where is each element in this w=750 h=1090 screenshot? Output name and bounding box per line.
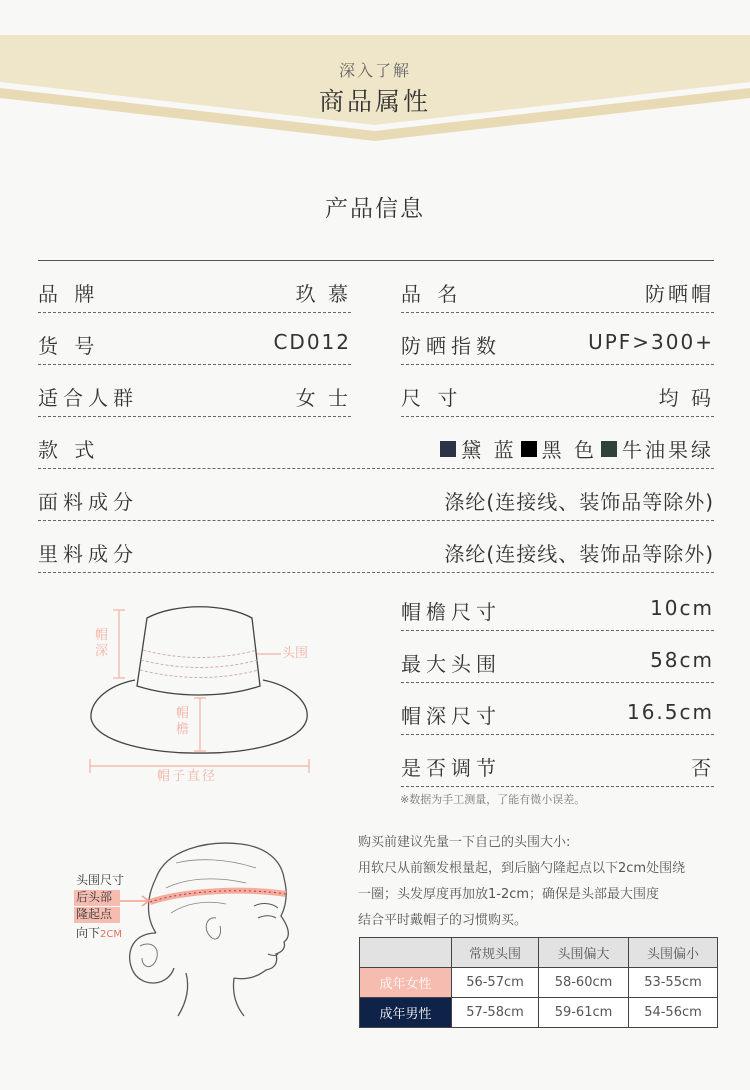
attr-value: 均 码 — [658, 386, 714, 410]
table-cell: 57-58cm — [452, 998, 539, 1028]
attr-value: 防晒帽 — [645, 282, 714, 306]
attr-value: 涤纶(连接线、装饰品等除外) — [444, 542, 714, 566]
attr-row-name — [401, 261, 714, 313]
color-name: 黑 色 — [541, 438, 597, 462]
advice-line-2: 用软尺从前额发根量起，到后脑勺隆起点以下2cm处围绕 — [358, 861, 686, 876]
table-cell: 54-56cm — [629, 998, 718, 1028]
attr-label: 里料成分 — [38, 542, 138, 566]
attr-row-lining — [38, 521, 714, 573]
attr-label: 是否调节 — [401, 756, 501, 780]
table-cell: 58-60cm — [539, 968, 629, 998]
attr-label: 款 式 — [38, 438, 100, 462]
color-swatch — [440, 441, 456, 457]
table-cell: 56-57cm — [452, 968, 539, 998]
hat-head-label: 头围 — [282, 646, 309, 661]
row-label-female: 成年女性 — [360, 968, 452, 998]
attr-label: 最大头围 — [401, 652, 501, 676]
hat-diameter-label: 帽子直径 — [157, 769, 218, 784]
attr-row-item-no — [38, 313, 351, 365]
head-sketch — [116, 838, 306, 1022]
attr-row-adjustable — [401, 735, 714, 787]
head-label-bump: 隆起点 — [76, 907, 113, 921]
table-header-row — [360, 938, 718, 968]
hat-depth-label: 帽深 — [95, 628, 109, 659]
attr-row-brim — [401, 579, 714, 631]
table-header-cell: 头围偏小 — [629, 938, 718, 968]
table-cell: 53-55cm — [629, 968, 718, 998]
section-title: 产品信息 — [325, 196, 425, 222]
attr-row-brand — [38, 261, 351, 313]
hat-brim-label: 帽檐 — [176, 706, 190, 737]
attr-label: 帽檐尺寸 — [401, 600, 501, 624]
attr-value: 女 士 — [295, 386, 351, 410]
attr-value: 16.5cm — [626, 700, 714, 724]
head-label-down-accent: 2CM — [100, 929, 122, 940]
table-cell: 59-61cm — [539, 998, 629, 1028]
attr-value: 58cm — [650, 648, 714, 672]
attr-label: 尺 寸 — [401, 386, 463, 410]
attr-value: 涤纶(连接线、装饰品等除外) — [444, 490, 714, 514]
table-row — [360, 998, 718, 1028]
color-name: 黛 蓝 — [461, 438, 517, 462]
measurement-note: ※数据为手工测量，了能有微小误差。 — [400, 793, 586, 806]
table-header-cell: 头围偏大 — [539, 938, 629, 968]
header-banner — [0, 0, 750, 150]
row-label-male: 成年男性 — [360, 998, 452, 1028]
attr-label: 帽深尺寸 — [401, 704, 501, 728]
head-label-down — [76, 925, 122, 943]
woman-head-drawing — [116, 838, 306, 1018]
head-size-table — [359, 937, 718, 1028]
attr-row-size — [401, 365, 714, 417]
attr-value: CD012 — [273, 330, 351, 354]
head-label-down-prefix: 向下 — [76, 926, 101, 940]
color-swatch — [521, 441, 537, 457]
attr-row-depth — [401, 683, 714, 735]
attr-row-head-circ — [401, 631, 714, 683]
attr-row-spf — [401, 313, 714, 365]
attr-label: 防晒指数 — [401, 334, 501, 358]
advice-line-3: 一圈；头发厚度再加放1-2cm；确保是头部最大围度 — [358, 887, 660, 902]
attr-label: 面料成分 — [38, 490, 138, 514]
table-header-cell — [360, 938, 452, 968]
table-row — [360, 968, 718, 998]
attr-row-fabric — [38, 469, 714, 521]
banner-subtitle: 深入了解 — [338, 61, 411, 80]
table-header-cell: 常规头围 — [452, 938, 539, 968]
attr-value: 10cm — [650, 596, 714, 620]
advice-line-1: 购买前建议先量一下自己的头围大小: — [358, 835, 571, 850]
attr-label: 品 名 — [401, 282, 463, 306]
head-label-back: 后头部 — [76, 890, 113, 904]
attr-label: 货 号 — [38, 334, 100, 358]
attr-value: 否 — [691, 756, 714, 780]
attr-row-audience — [38, 365, 351, 417]
attr-label: 品 牌 — [38, 282, 100, 306]
color-name: 牛油果绿 — [622, 438, 714, 462]
advice-line-4: 结合平时戴帽子的习惯购买。 — [358, 913, 528, 928]
hat-drawing — [85, 598, 315, 783]
hat-diagram — [85, 598, 315, 787]
attr-row-style — [38, 417, 714, 469]
color-options — [440, 434, 714, 463]
arrow-icon — [118, 895, 152, 907]
color-swatch — [601, 441, 617, 457]
head-label-circumference: 头围尺寸 — [76, 873, 125, 887]
attr-label: 适合人群 — [38, 386, 138, 410]
banner-title: 商品属性 — [318, 87, 431, 116]
attr-value: 玖 慕 — [295, 282, 351, 306]
attr-value: UPF>300+ — [588, 330, 714, 354]
